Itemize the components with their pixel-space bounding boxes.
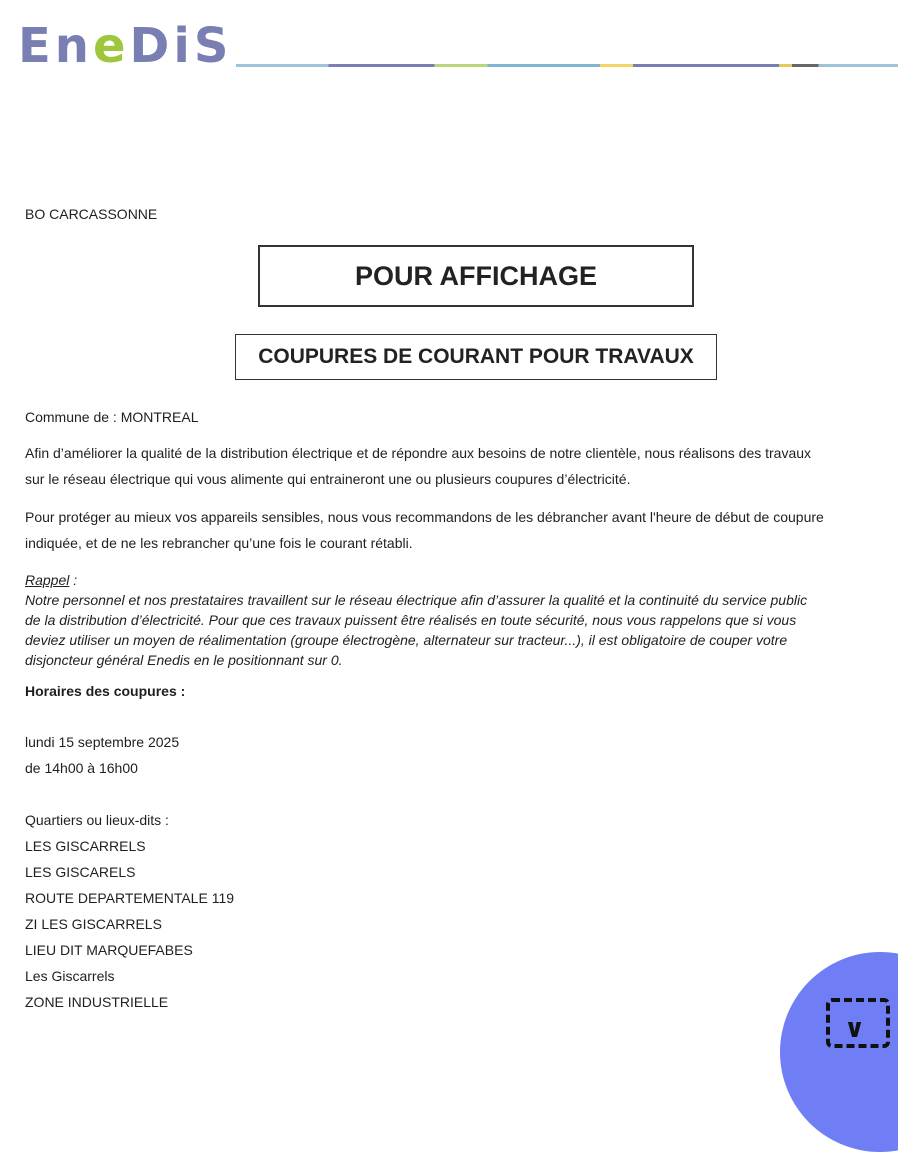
rappel-line-1: Notre personnel et nos prestataires travaillent sur le réseau électrique afin d’assurer la qualité et la continuité du service public	[25, 592, 808, 608]
rappel-line-3: deviez utiliser un moyen de réalimentation (groupe électrogène, alternateur sur tracteur...), il est obligatoire de couper votre	[25, 632, 788, 648]
list-item: LES GISCARELS	[25, 864, 136, 880]
list-item: Les Giscarrels	[25, 968, 115, 984]
rappel-label: Rappel	[25, 572, 70, 588]
schedule-time: de 14h00 à 16h00	[25, 760, 138, 776]
rappel-line-2: de la distribution d’électricité. Pour que ces travaux puissent être réalisés en toute sécurité, nous vous rappelons que si vous	[25, 612, 797, 628]
list-item: ZI LES GISCARRELS	[25, 916, 162, 932]
screenshot-select-icon[interactable]: ∨	[826, 998, 890, 1048]
rappel-block: Rappel : Notre personnel et nos prestataires travaillent sur le réseau électrique afin d’assurer la qualité et la continuité du service public de la distribution d’électricité. Pour que ces travaux puissent être réalisés en toute sécurité, nous vous rappelons que si vous deviez utiliser un moyen de réalimentation (groupe électrogène, alternateur sur tracteur...), il est obligatoire de couper votre disjoncteur général Enedis en le positionnant sur 0.	[25, 570, 895, 670]
header-rule	[236, 64, 898, 67]
locations-list	[25, 807, 234, 1015]
intro-line-2: sur le réseau électrique qui vous alimente qui entraineront une ou plusieurs coupures d’électricité.	[25, 471, 631, 487]
list-item: LIEU DIT MARQUEFABES	[25, 942, 193, 958]
schedule-heading: Horaires des coupures :	[25, 683, 186, 699]
advice-line-1: Pour protéger au mieux vos appareils sensibles, nous vous recommandons de les débrancher avant l'heure de début de coupure	[25, 509, 824, 525]
list-item: ROUTE DEPARTEMENTALE 119	[25, 890, 235, 906]
advice-line-2: indiquée, et de ne les rebrancher qu’une fois le courant rétabli.	[25, 535, 413, 551]
list-item: ZONE INDUSTRIELLE	[25, 994, 169, 1010]
intro-line-1: Afin d’améliorer la qualité de la distribution électrique et de répondre aux besoins de notre clientèle, nous réalisons des travaux	[25, 445, 812, 461]
sender-office: BO CARCASSONNE	[25, 206, 158, 222]
rappel-line-4: disjoncteur général Enedis en le positionnant sur 0.	[25, 652, 343, 668]
notice-title: POUR AFFICHAGE	[258, 245, 694, 307]
advice-paragraph	[25, 504, 895, 556]
list-item: LES GISCARRELS	[25, 838, 146, 854]
schedule-date: lundi 15 septembre 2025	[25, 734, 180, 750]
floating-action-button[interactable]	[780, 952, 898, 1152]
intro-paragraph	[25, 440, 895, 492]
notice-subtitle: COUPURES DE COURANT POUR TRAVAUX	[235, 334, 717, 380]
commune-line: Commune de : MONTREAL	[25, 409, 199, 425]
locations-heading: Quartiers ou lieux-dits :	[25, 812, 169, 828]
enedis-logo: EneDiS	[18, 18, 233, 74]
